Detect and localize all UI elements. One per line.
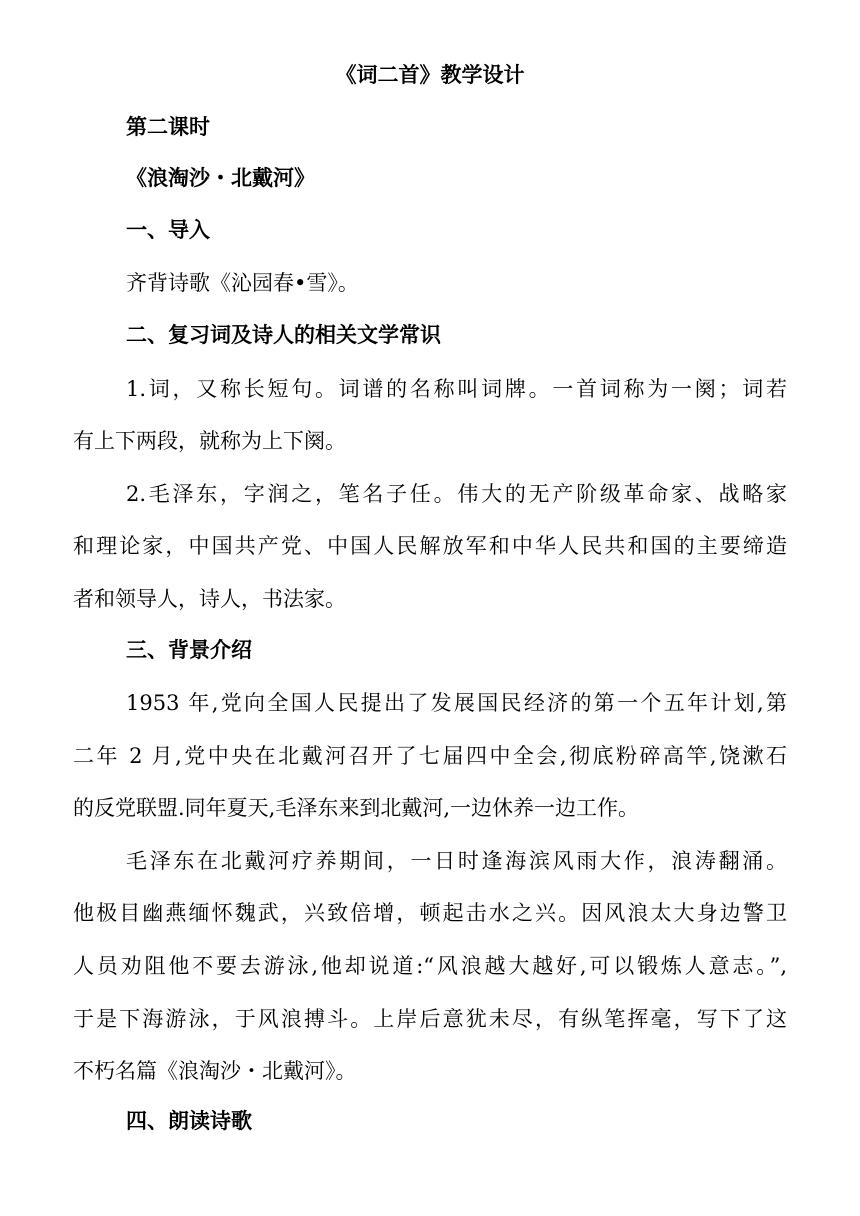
background-para2-line5: 不朽名篇《浪淘沙・北戴河》。 (73, 1059, 357, 1083)
poem-title: 《浪淘沙・北戴河》 (126, 166, 315, 190)
intro-text: 齐背诗歌《沁园春•雪》。 (126, 271, 359, 295)
background-para2-line3: 人员劝阻他不要去游泳,他却说道:“风浪越大越好,可以锻炼人意志。”, (73, 954, 787, 978)
background-para2-line1: 毛泽东在北戴河疗养期间，一日时逢海滨风雨大作，浪涛翻涌。 (126, 849, 787, 873)
section-heading-background: 三、背景介绍 (126, 638, 252, 662)
review-item1-line2: 有上下两段，就称为上下阕。 (73, 429, 346, 453)
background-para1-line3: 的反党联盟.同年夏天,毛泽东来到北戴河,一边休养一边工作。 (73, 796, 640, 820)
background-para2-line4: 于是下海游泳，于风浪搏斗。上岸后意犹未尽，有纵笔挥毫，写下了这 (73, 1007, 787, 1031)
review-item2-line2: 和理论家，中国共产党、中国人民解放军和中华人民共和国的主要缔造 (73, 534, 787, 558)
background-para2-line2: 他极目幽燕缅怀魏武，兴致倍增，顿起击水之兴。因风浪太大身边警卫 (73, 901, 787, 925)
document-title: 《词二首》教学设计 (335, 63, 525, 87)
background-para1-line1: 1953 年,党向全国人民提出了发展国民经济的第一个五年计划,第 (126, 691, 787, 715)
section-heading-reading: 四、朗读诗歌 (126, 1109, 252, 1133)
lesson-label: 第二课时 (126, 115, 210, 139)
background-para1-line2: 二年 2 月,党中央在北戴河召开了七届四中全会,彻底粉碎高竿,饶漱石 (73, 744, 787, 768)
review-item1-line1: 1.词，又称长短句。词谱的名称叫词牌。一首词称为一阕；词若 (126, 377, 787, 401)
section-heading-intro: 一、导入 (126, 218, 210, 242)
review-item2-line1: 2.毛泽东，字润之，笔名子任。伟大的无产阶级革命家、战略家 (126, 482, 787, 506)
section-heading-review: 二、复习词及诗人的相关文学常识 (126, 323, 441, 347)
review-item2-line3: 者和领导人，诗人，书法家。 (73, 587, 346, 611)
